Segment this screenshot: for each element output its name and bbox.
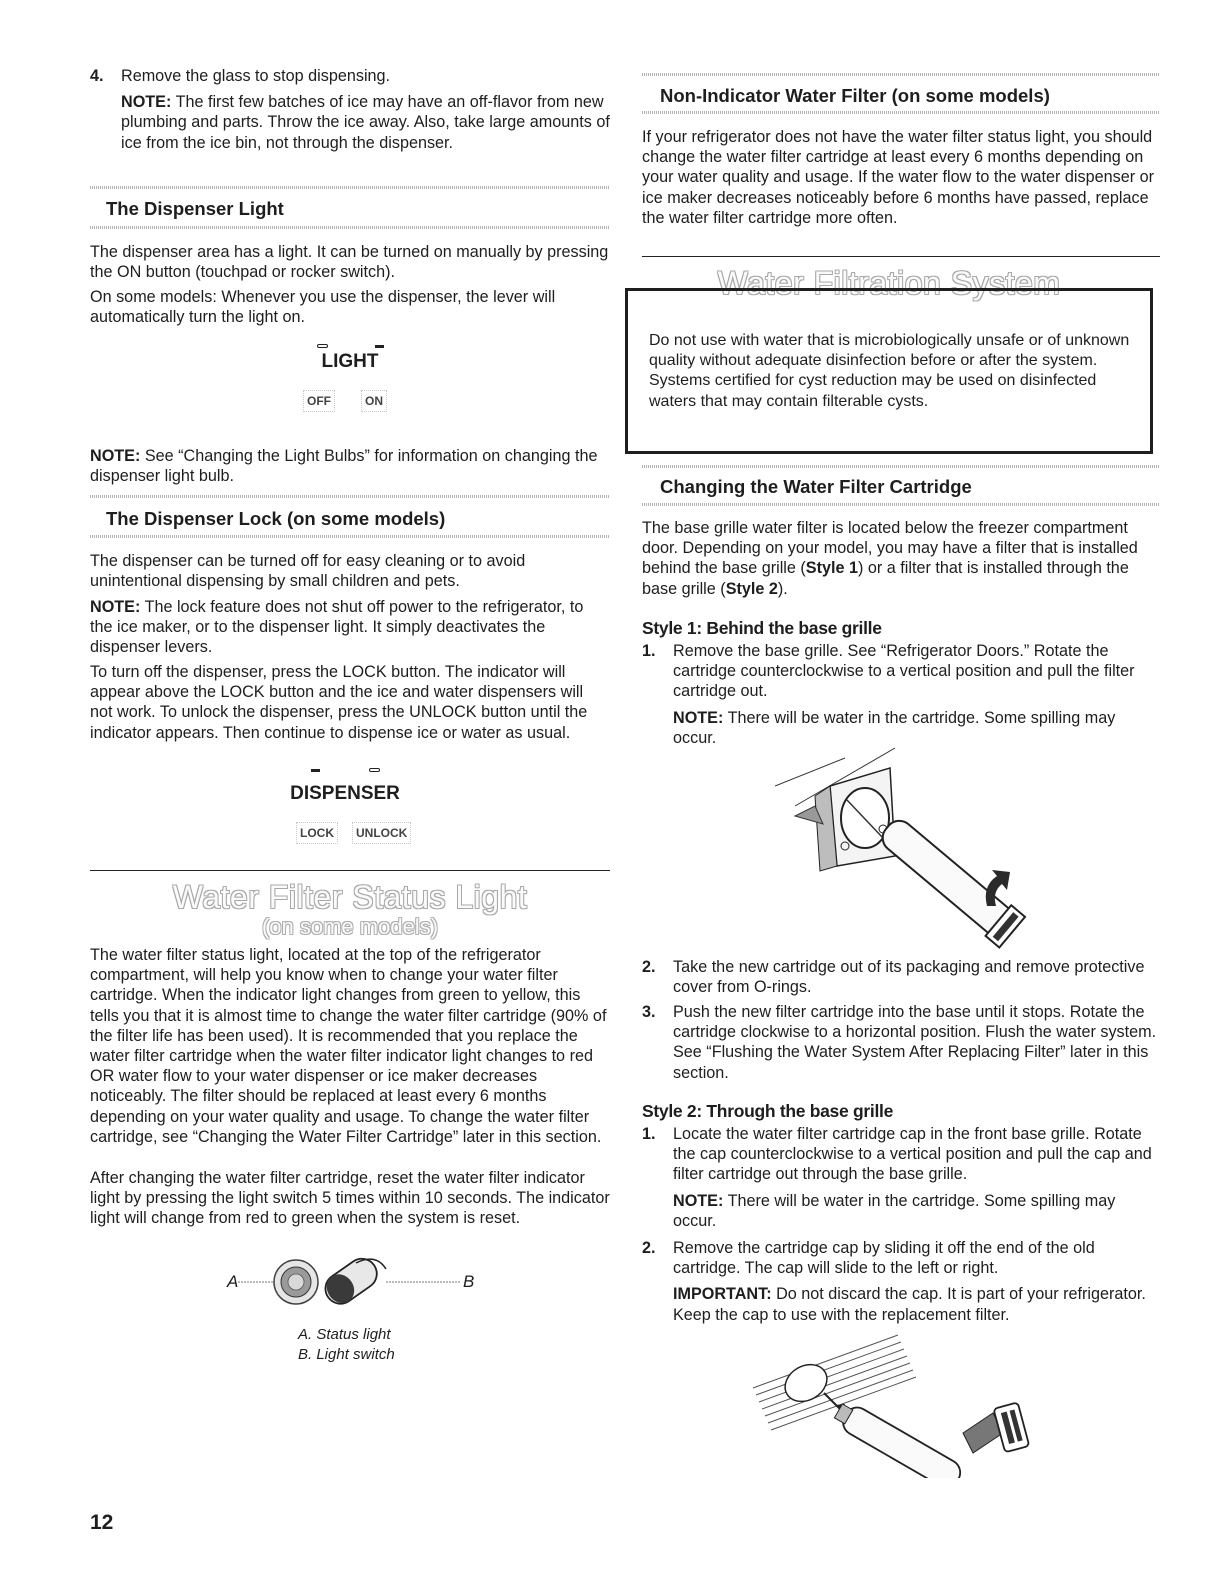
caption-b: B. Light switch [298,1346,395,1363]
status-light-and-switch-drawing [236,1255,466,1315]
style-2-important: IMPORTANT: Do not discard the cap. It is part of your refrigerator. Keep the cap to use with the replacement filter. [673,1285,1146,1324]
style-1-cartridge-illustration [775,746,1050,951]
style-1-step-3: 3. Push the new filter cartridge into the base until it stops. Rotate the cartridge clockwise to a horizontal position. Flush the water system. See “Flushing the Water System After Replacing Filter” later in this section. [642,1003,1157,1082]
style-2-cartridge-illustration [748,1333,1038,1478]
filtration-title: Water Filtration System [717,265,1061,301]
step-number: 4. [90,67,104,85]
status-light-subtitle: (on some models) [261,914,439,939]
style-1-step-1: 1. Remove the base grille. See “Refrigerator Doors.” Rotate the cartridge counterclockwise to a vertical position and pull the filter cartridge out. NOTE: There will be water in the cartridge. Some spilling may occur. [642,641,1160,748]
section-rule [90,870,610,871]
divider-bottom [642,503,1160,506]
section-rule [642,256,1160,257]
divider-bottom [642,111,1160,114]
heading-changing-cartridge: Changing the Water Filter Cartridge [660,476,972,497]
label-b: B [463,1272,475,1291]
indicator-unlock [369,768,380,772]
step-text: Remove the glass to stop dispensing. [121,67,391,85]
status-light-p1: The water filter status light, located at the top of the refrigerator compartment, will help you know when to change your water filter cartridge. When the indicator light changes from green to yellow, this tells you that it is almost time to change the water filter cartridge (90% of the filter life has been used). It is recommended that you replace the water filter cartridge when the water filter indicator light changes to red OR water flow to your water dispenser or ice maker decreases noticeably. The filter should be replaced at least every 6 months depending on your water quality and usage. To change the water filter cartridge, see “Changing the Water Filter Cartridge” later in this section. [90,946,607,1146]
caption-a: A. Status light [298,1326,391,1343]
style-2-step-1: 1. Locate the water filter cartridge cap in the front base grille. Rotate the cap counterclockwise to a vertical position and pull the cap and filter cartridge out through the base grille. NOTE: There will be water in the cartridge. Some spilling may occur. [642,1124,1160,1231]
status-light-p2: After changing the water filter cartridge, reset the water filter indicator light by pressing the light switch 5 times within 10 seconds. The indicator light will change from red to green when the system is reset. [90,1169,610,1228]
style-1-heading: Style 1: Behind the base grille [642,618,882,638]
divider-top [642,465,1160,468]
dispenser-light-p1: The dispenser area has a light. It can be turned on manually by pressing the ON button (touchpad or rocker switch). [90,243,609,282]
non-indicator-p1: If your refrigerator does not have the water filter status light, you should change the water filter cartridge at least every 6 months depending on your water quality and usage. If the water flow to the water dispenser or ice maker decreases noticeably before 6 months have passed, replace the water filter cartridge more often. [642,128,1154,227]
divider-bottom [90,535,610,538]
label-a: A [227,1272,239,1291]
heading-dispenser-light: The Dispenser Light [106,198,284,219]
on-button[interactable]: ON [361,390,387,412]
style-1-step-2: 2. Take the new cartridge out of its packaging and remove protective cover from O-rings. [642,958,1145,997]
lock-note: NOTE: The lock feature does not shut off power to the refrigerator, to the ice maker, or to the dispenser light. It simply deactivates the dispenser levers. [90,598,584,657]
style-2-step-2: 2. Remove the cartridge cap by sliding it off the end of the old cartridge. The cap will slide to the left or right. IMPORTANT: Do not discard the cap. It is part of your refrigerator. Keep the cap to use with the replacement filter. [642,1238,1160,1325]
unlock-button[interactable]: UNLOCK [352,822,411,844]
heading-non-indicator: Non-Indicator Water Filter (on some models) [660,85,1050,106]
style-1-note: NOTE: There will be water in the cartridge. Some spilling may occur. [673,708,1116,747]
lock-button[interactable]: LOCK [296,822,338,844]
indicator-on [375,345,384,348]
step-4 [90,66,610,153]
warning-box [625,288,1153,454]
lock-p2: To turn off the dispenser, press the LOCK button. The indicator will appear above the LOCK button and the ice and water dispensers will not work. To unlock the dispenser, press the UNLOCK button until the indicator appears. Then continue to dispense ice or water as usual. [90,663,588,742]
warning-text: Do not use with water that is microbiologically unsafe or of unknown quality without adequate disinfection before or after the system. Systems certified for cyst reduction may be used on disinfected waters that may contain filterable cysts. [649,332,1130,410]
page-number: 12 [90,1511,114,1534]
lock-p1: The dispenser can be turned off for easy cleaning or to avoid unintentional dispensing by small children and pets. [90,552,526,591]
style-2-heading: Style 2: Through the base grille [642,1101,894,1121]
light-note: NOTE: See “Changing the Light Bulbs” for information on changing the dispenser light bulb. [90,447,598,486]
style-2-note: NOTE: There will be water in the cartridge. Some spilling may occur. [673,1191,1116,1230]
status-light-title: Water Filter Status Light [172,879,528,915]
indicator-off [317,344,328,348]
divider-top [90,186,610,189]
indicator-lock [311,769,320,772]
step-4-note: NOTE: The first few batches of ice may have an off-flavor from new plumbing and parts. Throw the ice away. Also, take large amounts of ice from the ice bin, not through the dispenser. [121,93,610,152]
dispenser-light-p2: On some models: Whenever you use the dispenser, the lever will automatically turn the light on. [90,288,556,327]
panel-title-light: LIGHT [321,351,379,372]
divider-top [90,495,610,498]
divider-top [642,73,1160,76]
heading-dispenser-lock: The Dispenser Lock (on some models) [106,508,446,529]
panel-title-dispenser: DISPENSER [290,783,400,804]
changing-intro: The base grille water filter is located below the freezer compartment door. Depending on your model, you may have a filter that is installed behind the base grille (Style 1) or a filter that is installed through the base grille (Style 2). [642,519,1138,598]
off-button[interactable]: OFF [303,390,335,412]
divider-bottom [90,226,610,229]
